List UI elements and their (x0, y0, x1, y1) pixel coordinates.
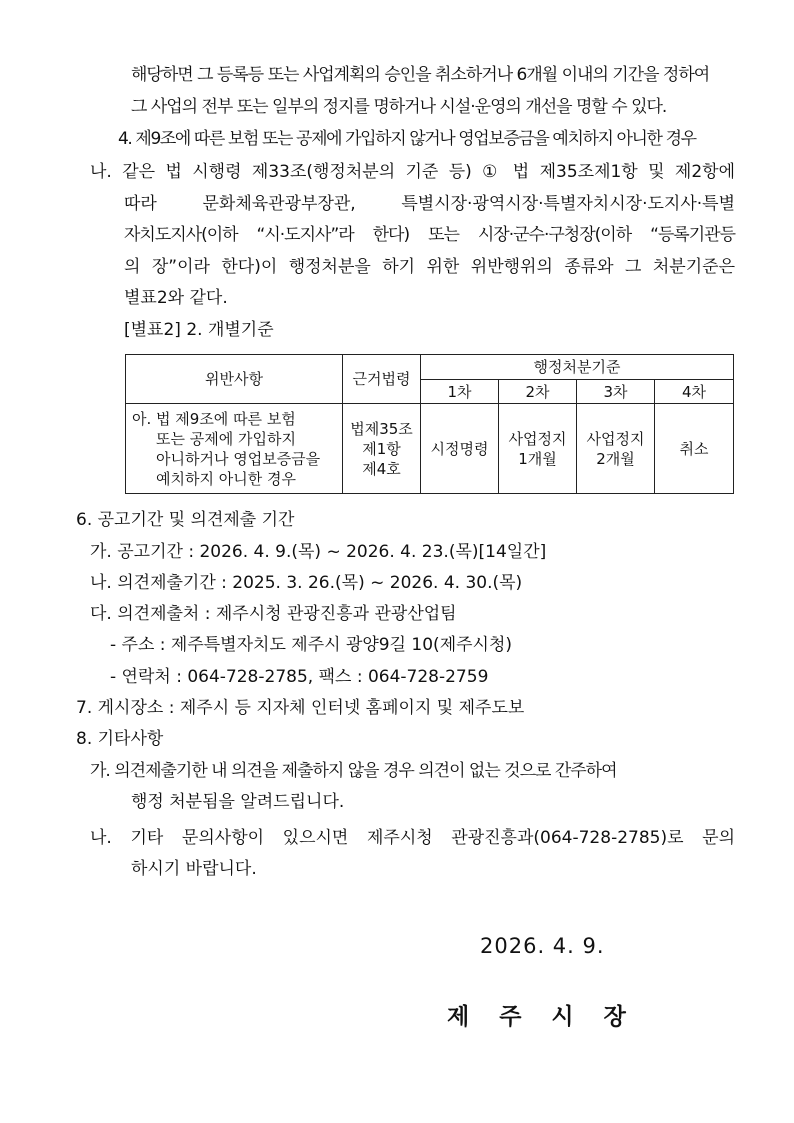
header-law: 근거법령 (343, 355, 421, 404)
clause-na-line (90, 160, 735, 184)
header-stage-3: 3차 (577, 380, 655, 404)
clause-na-line (124, 255, 735, 279)
cell-penalty-2 (499, 404, 577, 494)
law-text: 제1항 (362, 439, 401, 458)
paragraph-line: 해당하면 그 등록등 또는 사업계획의 승인을 취소하거나 6개월 이내의 기간을 정하여 (131, 65, 710, 85)
clause-na-text: 나. 같은 법 시행령 제33조(행정처분의 기준 등) ① 법 제35조제1항 및 제2항에 (90, 162, 735, 182)
penalty-table (125, 354, 734, 494)
signature-date: 2026. 4. 9. (480, 934, 605, 958)
header-penalty: 행정처분기준 (421, 355, 734, 380)
header-stage-1: 1차 (421, 380, 499, 404)
law-text: 법제35조 (350, 419, 413, 438)
section-8-title: 8. 기타사항 (76, 729, 164, 749)
clause-na-text: 의 장”이라 한다)이 행정처분을 하기 위한 위반행위의 종류와 그 처분기준은 (124, 257, 735, 277)
signature-signer: 제주시장 (447, 1004, 656, 1030)
header-violation: 위반사항 (126, 355, 343, 404)
violation-text: 예치하지 아니한 경우 (156, 469, 296, 488)
penalty-text: 1개월 (518, 449, 557, 468)
cell-penalty-4: 취소 (655, 404, 734, 494)
cell-penalty-1: 시정명령 (421, 404, 499, 494)
clause-na-text: 자치도지사(이하 “시·도지사”라 한다) 또는 시장·군수·구청장(이하 “등록기관등 (124, 225, 735, 245)
article-item-4: 4. 제9조에 따른 보험 또는 공제에 가입하지 않거나 영업보증금을 예치하지 아니한 경우 (118, 129, 696, 149)
violation-text: 아니하거나 영업보증금을 (156, 449, 321, 468)
section-8-na: 하시기 바랍니다. (131, 859, 257, 879)
section-6-address: - 주소 : 제주특별자치도 제주시 광양9길 10(제주시청) (110, 635, 513, 655)
penalty-text: 2개월 (596, 449, 635, 468)
clause-na-line (124, 223, 735, 247)
penalty-text: 사업정지 (586, 429, 645, 448)
cell-law (343, 404, 421, 494)
paragraph-line: 그 사업의 전부 또는 일부의 정지를 명하거나 시설·운영의 개선을 명할 수 있다. (131, 97, 667, 117)
section-6-da: 다. 의견제출처 : 제주시청 관광진흥과 관광산업팀 (90, 604, 457, 624)
clause-na-line (124, 192, 735, 216)
penalty-text: 사업정지 (508, 429, 567, 448)
section-8-na (90, 826, 735, 850)
section-7-title: 7. 게시장소 : 제주시 등 지자체 인터넷 홈페이지 및 제주도보 (76, 698, 525, 718)
table-caption: [별표2] 2. 개별기준 (124, 320, 274, 340)
section-6-ga: 가. 공고기간 : 2026. 4. 9.(목) ~ 2026. 4. 23.(목)[14일간] (90, 542, 547, 562)
header-stage-2: 2차 (499, 380, 577, 404)
law-text: 제4호 (362, 459, 401, 478)
section-6-contact: - 연락처 : 064-728-2785, 팩스 : 064-728-2759 (110, 667, 489, 687)
section-6-na: 나. 의견제출기간 : 2025. 3. 26.(목) ~ 2026. 4. 30.(목) (90, 573, 523, 593)
violation-text: 또는 공제에 가입하지 (156, 429, 296, 448)
section-8-ga: 가. 의견제출기한 내 의견을 제출하지 않을 경우 의견이 없는 것으로 간주하여 (90, 761, 617, 781)
cell-violation (126, 404, 343, 494)
section-8-ga: 행정 처분됨을 알려드립니다. (131, 792, 345, 812)
section-6-title: 6. 공고기간 및 의견제출 기간 (76, 510, 295, 530)
cell-penalty-3 (577, 404, 655, 494)
clause-na-line: 별표2와 같다. (124, 288, 228, 308)
violation-text: 아. 법 제9조에 따른 보험 (132, 409, 296, 428)
clause-na-text: 따라 문화체육관광부장관, 특별시장·광역시장·특별자치시장·도지사·특별 (124, 194, 735, 214)
section-8-na-text: 나. 기타 문의사항이 있으시면 제주시청 관광진흥과(064-728-2785)로 문의 (90, 828, 735, 848)
header-stage-4: 4차 (655, 380, 734, 404)
